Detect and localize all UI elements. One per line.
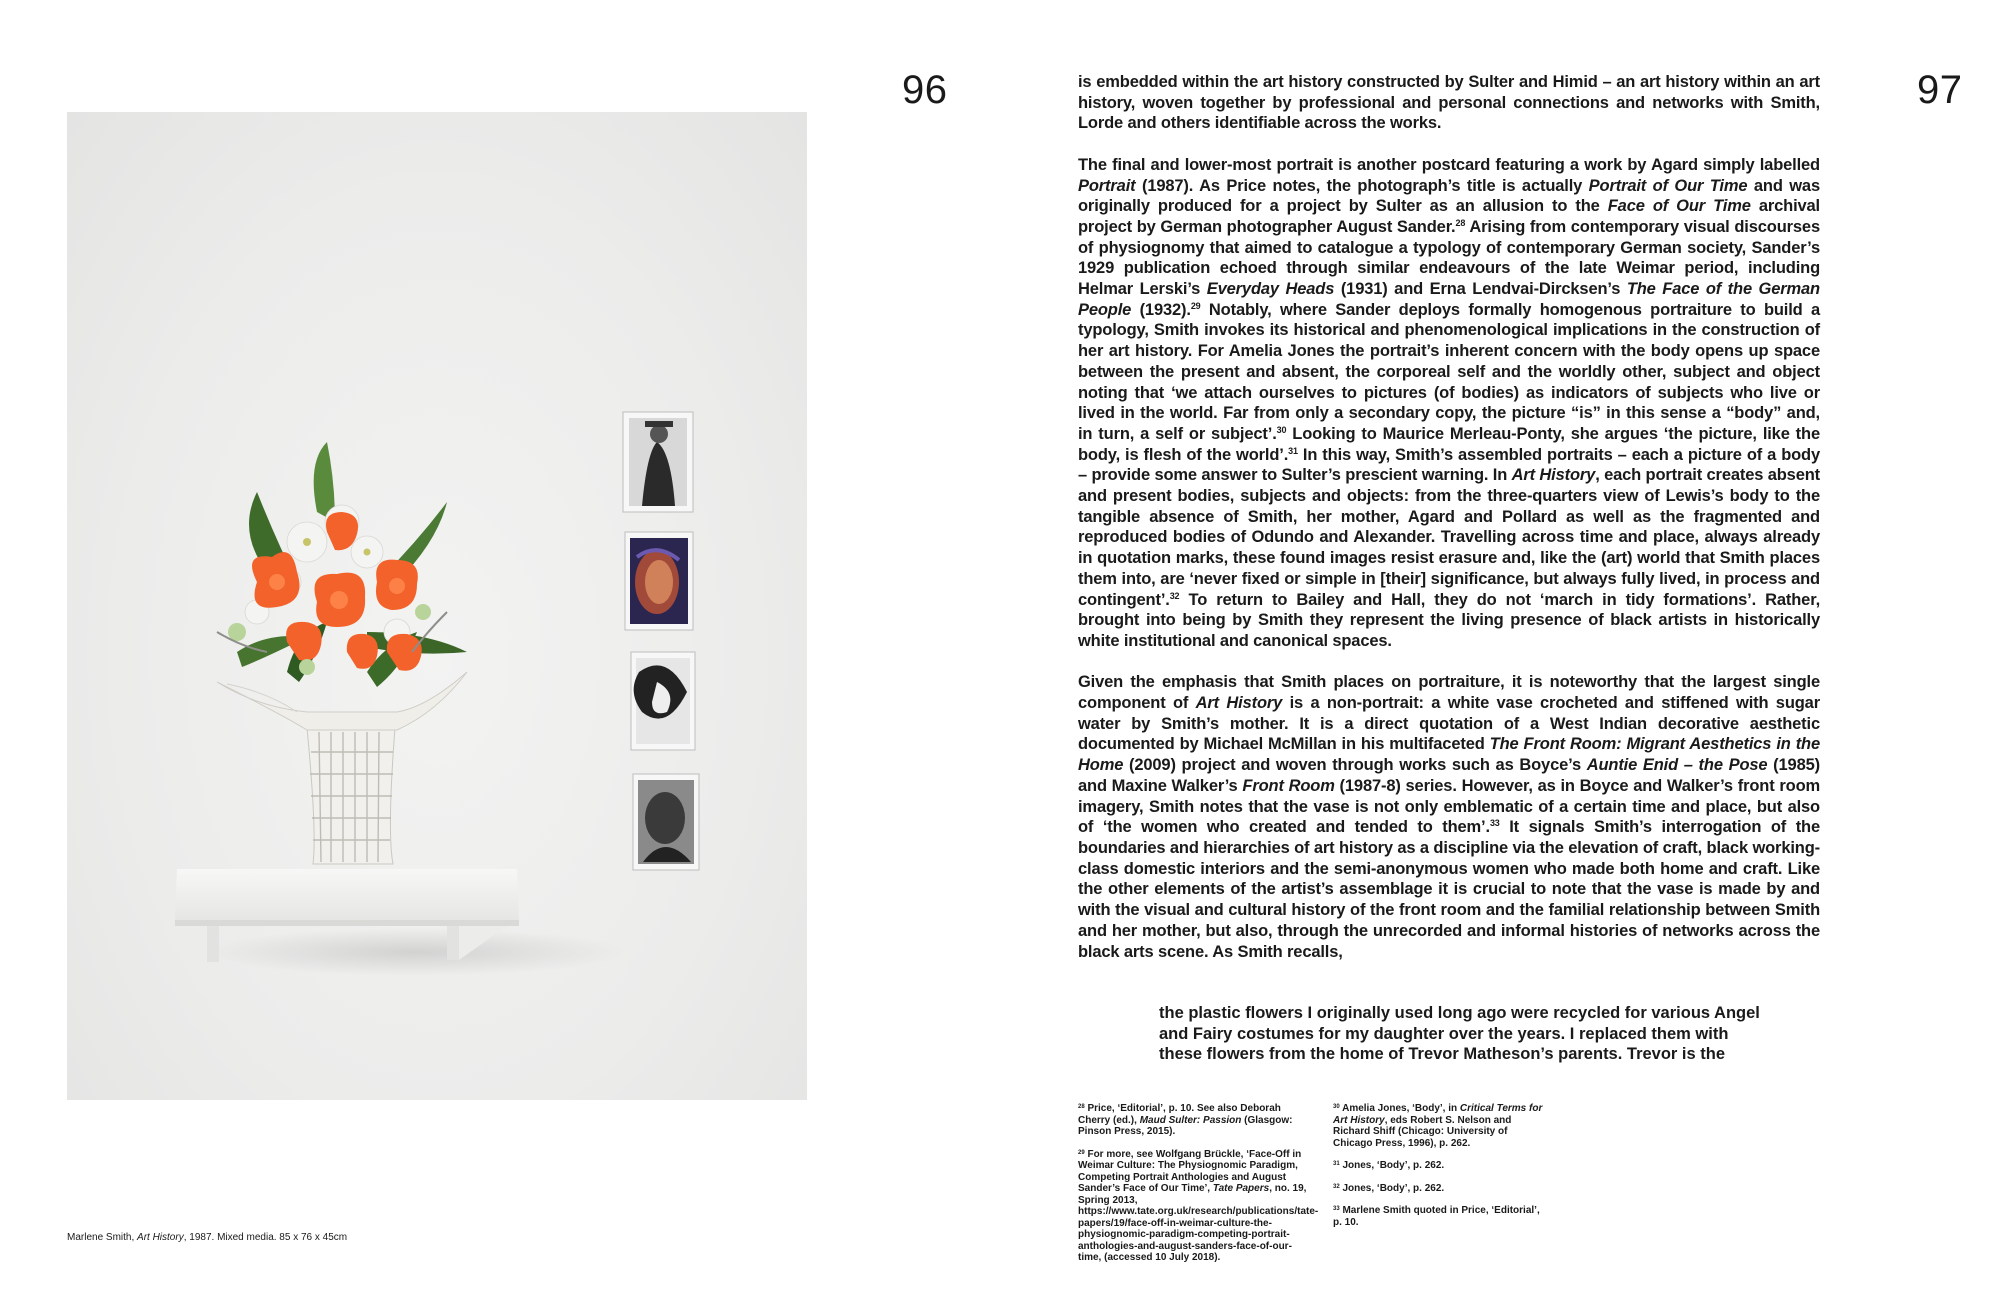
footnote-ref: 33 bbox=[1333, 1206, 1340, 1212]
text-run: (1931) and Erna Lendvai-Dircksen’s bbox=[1334, 280, 1627, 299]
crochet-vase bbox=[217, 672, 467, 864]
footnote-ref: 31 bbox=[1333, 1161, 1340, 1167]
text-run: For more, see Wolfgang Brückle, ‘Face-Off in Weimar Culture: The Physiognomic Paradigm, Competing Portrait Anthologies and August Sander’s Face of Our Time’, bbox=[1078, 1148, 1302, 1194]
italic-title: Tate Papers bbox=[1212, 1183, 1270, 1194]
text-run: Marlene Smith quoted in Price, ‘Editorial’, p. 10. bbox=[1333, 1205, 1540, 1228]
text-run: Amelia Jones, ‘Body’, in bbox=[1339, 1103, 1460, 1114]
footnotes-column-1 bbox=[1078, 1103, 1319, 1275]
footnote-ref: 28 bbox=[1078, 1104, 1085, 1110]
right-page bbox=[1000, 0, 2000, 1316]
text-run: , eds Robert S. Nelson and Richard Shiff (Chicago: University of Chicago Press, 1996), p. 262. bbox=[1333, 1114, 1512, 1149]
flower-bouquet bbox=[217, 442, 467, 687]
text-run: Looking to Maurice Merleau-Ponty, she argues ‘the picture, like the body, is flesh of the world’. bbox=[1078, 424, 1820, 464]
text-run: To return to Bailey and Hall, they do not ‘march in tidy formations’. Rather, brought into being by Smith they represent the living presence of black artists in historically white institutional and canonical spaces. bbox=[1078, 590, 1820, 650]
paragraph-3 bbox=[1078, 672, 1820, 962]
text-run: Notably, where Sander deploys formally homogenous portraiture to build a typology, Smith invokes its historical and phenomenological implications in the construction of her art history. For Amelia Jones the portrait’s inherent concern with the body opens up space between the present and absent, the corporeal self and the worldly other, subject and object noting that ‘we attach ourselves to pictures (of bodies) as indicators of subjects who live or lived in the world. Far from only a secondary copy, the picture “is” in this sense a “body” and, in turn, a self or subject’. bbox=[1078, 300, 1820, 443]
text-run: In this way, Smith’s assembled portraits – each a picture of a body – provide some answer to Sulter’s prescient warning. In bbox=[1078, 445, 1821, 485]
text-run: , each portrait creates absent and present bodies, subjects and objects: from the three-quarters view of Lewis’s body to the tangible absence of Smith, her mother, Agard and Pollard as well as the fragmented and reproduced bodies of Odundo and Alexander. Travelling across time and place, always already in quotation marks, these found images resist erasure and, like the (art) world that Smith places them into, are ‘never fixed or simple in [their] significance, but always fully lived, in process and contingent’. bbox=[1078, 466, 1820, 609]
italic-title: The Face of the German People bbox=[1078, 280, 1820, 319]
footnote bbox=[1078, 1103, 1310, 1138]
text-run: (1932). bbox=[1131, 300, 1191, 319]
text-run: (1985) and Maxine Walker’s bbox=[1078, 756, 1820, 795]
footnote-ref: 29 bbox=[1078, 1149, 1085, 1156]
postcard-2 bbox=[625, 532, 693, 630]
text-run: (1987-8) series. However, as in Boyce and Walker’s front room imagery, Smith notes that the vase is not only emblematic of a certain time and place, but also of ‘the women who created and tended to them’. bbox=[1078, 776, 1821, 837]
body-text bbox=[1078, 72, 1820, 983]
postcard-1 bbox=[623, 412, 693, 512]
footnote-ref: 30 bbox=[1333, 1104, 1340, 1110]
footnote bbox=[1333, 1183, 1549, 1195]
italic-title: Maud Sulter: Passion bbox=[1139, 1114, 1242, 1126]
italic-title: Portrait bbox=[1078, 176, 1136, 195]
block-quote: the plastic flowers I originally used long ago were recycled for various Angel and Fairy costumes for my daughter over the years. I replaced them with these flowers from the home of Trevor Matheson’s parents. Trevor is the bbox=[1159, 1004, 1760, 1064]
text-run: archival project by German photographer August Sander. bbox=[1078, 197, 1820, 236]
paragraph-1: is embedded within the art history constructed by Sulter and Himid – an art history within an art history, woven together by professional and personal connections and networks with Smith, Lorde and others identifiable across the works. bbox=[1078, 73, 1820, 133]
italic-title: Art History bbox=[1511, 466, 1596, 485]
italic-title: Critical Terms for Art History bbox=[1333, 1103, 1543, 1126]
artwork-illustration bbox=[67, 112, 807, 1100]
italic-title: Art History bbox=[1195, 694, 1283, 713]
text-run: (2009) project and woven through works such as Boyce’s bbox=[1123, 756, 1587, 775]
text-run: (Glasgow: Pinson Press, 2015). bbox=[1078, 1114, 1293, 1137]
paragraph-2 bbox=[1078, 155, 1820, 652]
footnote-ref: 33 bbox=[1489, 818, 1500, 829]
text-run: is a non-portrait: a white vase crocheted and stiffened with sugar water by Smith’s mother. It is a direct quotation of a West Indian decorative aesthetic documented by Michael McMillan in his multifaceted bbox=[1078, 694, 1820, 754]
italic-title: The Front Room: Migrant Aesthetics in the Home bbox=[1078, 735, 1821, 775]
text-run: and was originally produced for a project by Sulter as an allusion to the bbox=[1078, 176, 1820, 216]
footnote-ref: 30 bbox=[1276, 424, 1287, 435]
footnotes-column-2 bbox=[1333, 1103, 1549, 1239]
artwork-photograph bbox=[67, 112, 807, 1100]
image-caption bbox=[67, 1232, 347, 1244]
footnote-ref: 31 bbox=[1288, 445, 1298, 456]
postcard-3 bbox=[631, 652, 695, 750]
italic-title: Front Room bbox=[1242, 776, 1335, 795]
caption-details: , 1987. Mixed media. 85 x 76 x 45cm bbox=[183, 1232, 348, 1243]
text-run: , no. 19, Spring 2013, https://www.tate.org.uk/research/publications/tate-papers/19/face-off-in-weimar-culture-the-physiognomic-paradigm-competing-portrait-anthologies-and-august-sanders-face-of-our-time, (accessed 10 July 2018). bbox=[1078, 1183, 1319, 1263]
text-run: Arising from contemporary visual discourses of physiognomy that aimed to catalogue a typology of contemporary German society, Sander’s 1929 publication echoed through similar endeavours of the late Weimar period, including Helmar Lerski’s bbox=[1078, 217, 1820, 299]
italic-title: Face of Our Time bbox=[1607, 197, 1751, 216]
text-run: It signals Smith’s interrogation of the boundaries and hierarchies of art history as a discipline via the elevation of craft, black working-class domestic interiors and the semi-anonymous women who made both home and craft. Like the other elements of the artist’s assemblage it is crucial to note that the vase is made by and with the visual and cultural history of the front room and the familial relationship between Smith and her mother, but also, through the unrecorded and informal histories of networks across the black arts scene. As Smith recalls, bbox=[1078, 818, 1821, 961]
postcard-4 bbox=[633, 774, 699, 870]
italic-title: Everyday Heads bbox=[1206, 280, 1335, 299]
caption-artist: Marlene Smith, bbox=[67, 1232, 138, 1243]
text-run: Jones, ‘Body’, p. 262. bbox=[1339, 1160, 1445, 1171]
page-number-right: 97 bbox=[1917, 68, 1963, 112]
footnote bbox=[1078, 1148, 1319, 1264]
text-run: (1987). As Price notes, the photograph’s title is actually bbox=[1135, 176, 1589, 195]
footnote-ref: 32 bbox=[1333, 1183, 1340, 1190]
text-run: Jones, ‘Body’, p. 262. bbox=[1339, 1182, 1445, 1194]
footnote bbox=[1333, 1103, 1549, 1149]
text-run: Price, ‘Editorial’, p. 10. See also Deborah Cherry (ed.), bbox=[1078, 1103, 1281, 1126]
page-number-left: 96 bbox=[902, 68, 948, 112]
footnote-ref: 29 bbox=[1190, 300, 1201, 311]
text-run: Given the emphasis that Smith places on portraiture, it is noteworthy that the largest single component of bbox=[1078, 673, 1820, 713]
text-run: The final and lower-most portrait is another postcard featuring a work by Agard simply labelled bbox=[1078, 155, 1820, 174]
italic-title: Auntie Enid – the Pose bbox=[1586, 756, 1768, 775]
footnote bbox=[1333, 1205, 1549, 1228]
footnote-ref: 28 bbox=[1455, 217, 1466, 228]
caption-title: Art History bbox=[137, 1232, 184, 1243]
footnote-ref: 32 bbox=[1169, 590, 1180, 601]
italic-title: Portrait of Our Time bbox=[1588, 176, 1748, 195]
footnote bbox=[1333, 1160, 1549, 1172]
